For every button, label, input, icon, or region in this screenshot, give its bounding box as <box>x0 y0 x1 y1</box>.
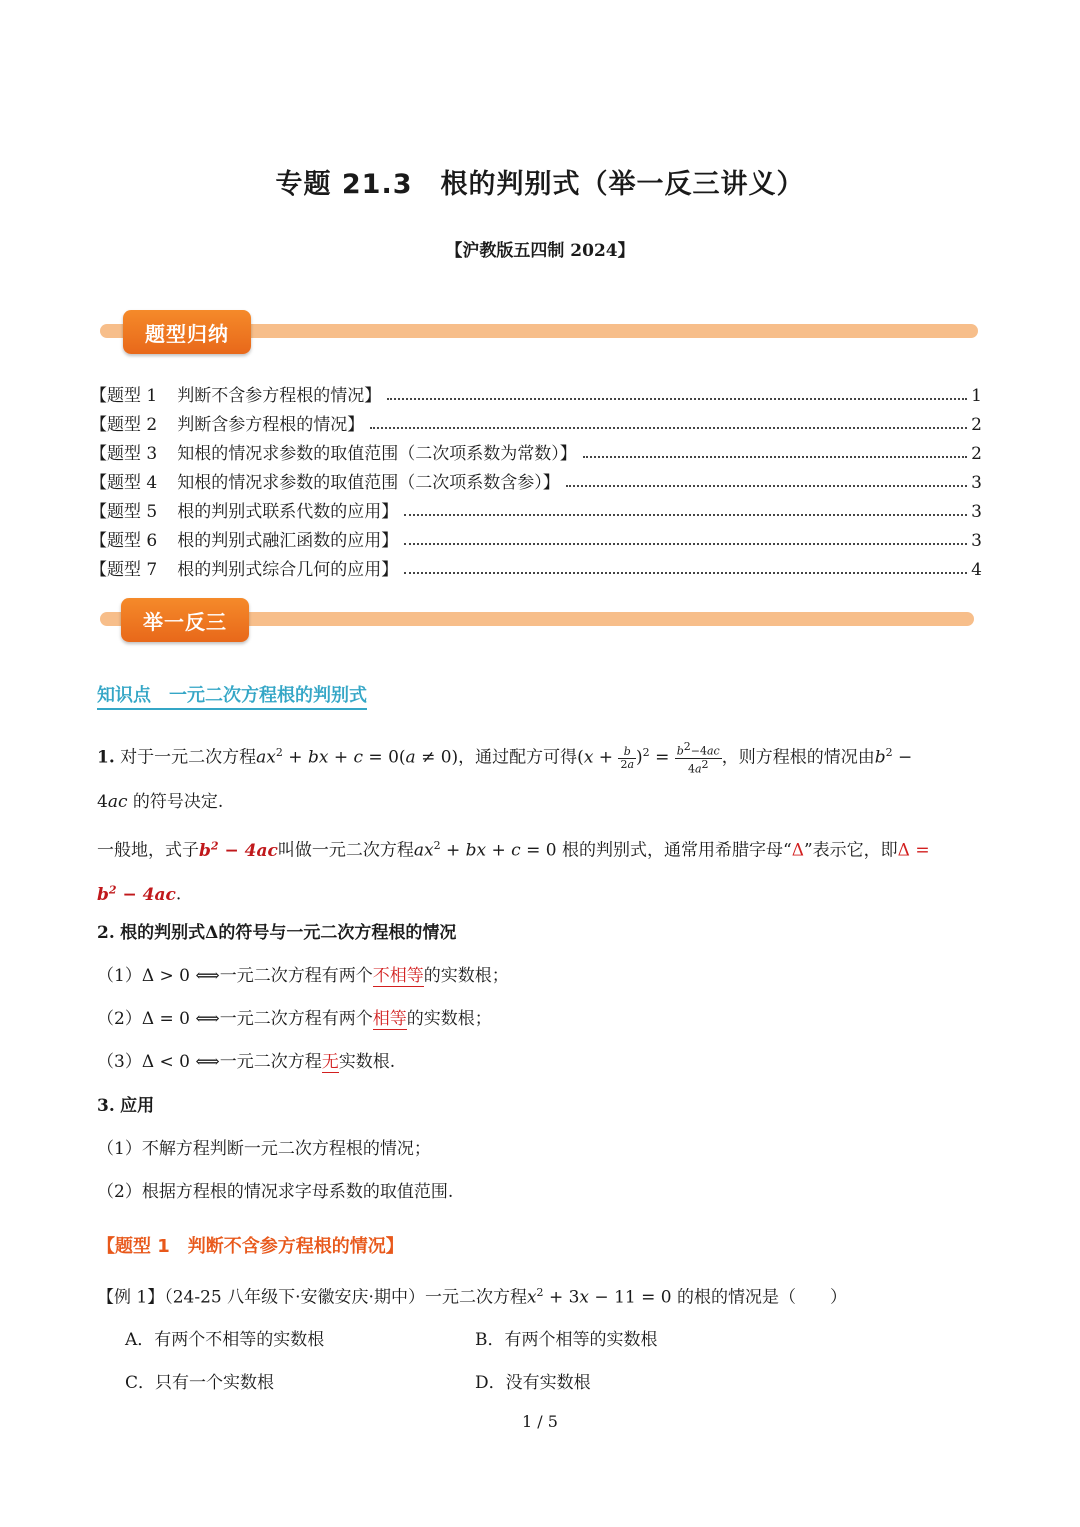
toc-label: 知根的情况求参数的取值范围（二次项系数为常数）】 <box>177 444 577 464</box>
toc-label: 根的判别式综合几何的应用】 <box>177 560 399 580</box>
knowledge-application-2: （2）根据方程根的情况求字母系数的取值范围. <box>97 1182 454 1202</box>
toc-page: 1 <box>971 386 982 406</box>
toc-page: 2 <box>971 444 982 464</box>
option-c: C．只有一个实数根 <box>125 1373 275 1393</box>
toc-item[interactable] <box>90 525 982 551</box>
knowledge-p1-line1: 1. 对于一元二次方程$ax^2$ + bx + c = 0(a ≠ 0)，通过配方可得(x + $\frac{b}{2a}$ )$^2$ = $\frac{b^2-4ac}{4a^2}$ ，则方程根的情况由$b^2$ − <box>97 740 913 776</box>
toc-label: 根的判别式融汇函数的应用】 <box>177 531 399 551</box>
knowledge-case-1: （1）Δ > 0 ⟺一元二次方程有两个不相等的实数根； <box>97 966 509 986</box>
toc-label: 根的判别式联系代数的应用】 <box>177 502 399 522</box>
knowledge-s3-title: 3. 应用 <box>97 1096 155 1116</box>
page-title: 专题 21.3 根的判别式（举一反三讲义） <box>275 169 805 200</box>
example1-stem: 【例 1】（24-25 八年级下·安徽安庆·期中）一元二次方程$x^2 + 3x - 11 = 0$ 的根的情况是（ ） <box>97 1286 847 1308</box>
toc-label: 判断不含参方程根的情况】 <box>177 386 382 406</box>
toc-num: 【题型 5 <box>90 502 158 522</box>
toc-label: 知根的情况求参数的取值范围（二次项系数含参）】 <box>177 473 560 493</box>
page-number: 1 / 5 <box>522 1412 558 1431</box>
banner-tab-examples: 举一反三 <box>121 598 249 642</box>
option-a: A．有两个不相等的实数根 <box>125 1330 325 1350</box>
toc-page: 3 <box>971 502 982 522</box>
knowledge-p2-line1: 一般地，式子$b^2 - 4ac$叫做一元二次方程$ax^2$ + bx + c = 0 根的判别式，通常用希腊字母“Δ”表示它，即Δ = <box>97 839 930 861</box>
toc-page: 3 <box>971 531 982 551</box>
toc-leader <box>404 514 967 516</box>
toc-page: 4 <box>971 560 982 580</box>
page-subtitle: 【沪教版五四制 2024】 <box>445 241 635 261</box>
toc-item[interactable] <box>90 409 982 435</box>
toc-leader <box>404 543 967 545</box>
option-d: D．没有实数根 <box>475 1373 591 1393</box>
knowledge-p2-line2: $b^2 - 4ac$. <box>97 883 182 905</box>
knowledge-application-1: （1）不解方程判断一元二次方程根的情况； <box>97 1139 431 1159</box>
toc-num: 【题型 3 <box>90 444 158 464</box>
knowledge-case-3: （3）Δ < 0 ⟺一元二次方程无实数根. <box>97 1052 396 1072</box>
toc-item[interactable] <box>90 467 982 493</box>
toc-num: 【题型 2 <box>90 415 158 435</box>
toc-page: 3 <box>971 473 982 493</box>
toc-item[interactable] <box>90 438 982 464</box>
toc-label: 判断含参方程根的情况】 <box>177 415 365 435</box>
knowledge-p1-line2: 4ac 的符号决定. <box>97 792 224 812</box>
toc-leader <box>370 427 967 429</box>
toc-num: 【题型 6 <box>90 531 158 551</box>
knowledge-s2-title: 2. 根的判别式Δ的符号与一元二次方程根的情况 <box>97 923 457 943</box>
toc-leader <box>404 572 967 574</box>
toc-page: 2 <box>971 415 982 435</box>
toc-num: 【题型 1 <box>90 386 158 406</box>
toc-num: 【题型 4 <box>90 473 158 493</box>
knowledge-heading: 知识点 一元二次方程根的判别式 <box>97 684 367 710</box>
option-b: B．有两个相等的实数根 <box>475 1330 658 1350</box>
toc-leader <box>566 485 967 487</box>
knowledge-case-2: （2）Δ = 0 ⟺一元二次方程有两个相等的实数根； <box>97 1009 492 1029</box>
toc-num: 【题型 7 <box>90 560 158 580</box>
toc-item[interactable] <box>90 496 982 522</box>
toc-leader <box>583 456 967 458</box>
toc-leader <box>387 398 967 400</box>
type1-heading: 【题型 1 判断不含参方程根的情况】 <box>97 1236 404 1257</box>
toc-item[interactable] <box>90 554 982 580</box>
banner-tab-types: 题型归纳 <box>123 310 251 354</box>
toc-item[interactable] <box>90 380 982 406</box>
